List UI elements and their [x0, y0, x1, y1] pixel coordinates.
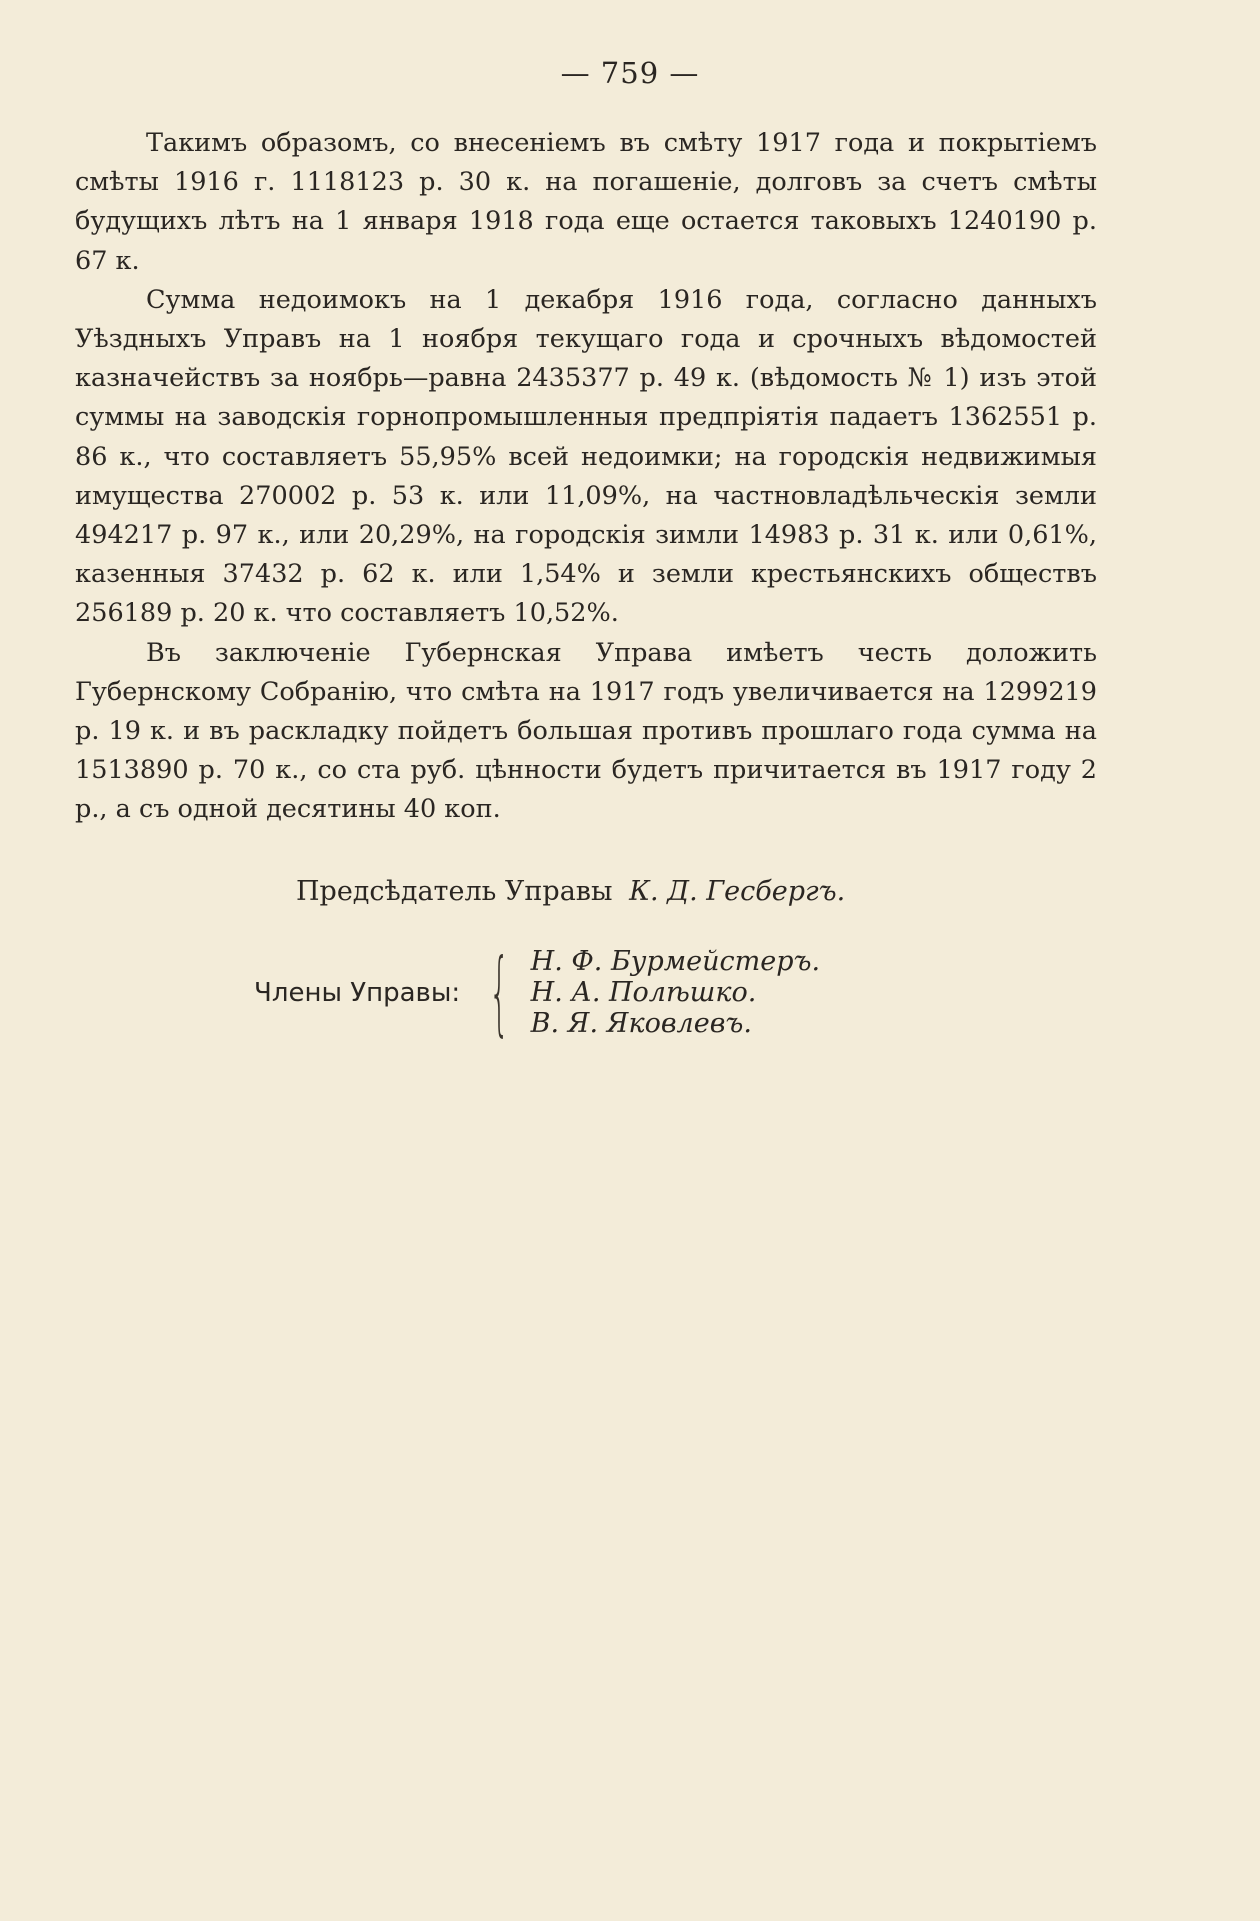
- member-list: [531, 946, 820, 1039]
- page-number: — 759 —: [560, 56, 700, 90]
- members-label: Члены Управы:: [254, 977, 461, 1008]
- chairman-title: Предсѣдатель Управы: [296, 876, 613, 907]
- body-text: [75, 124, 1097, 830]
- paragraph-2: Сумма недоимокъ на 1 декабря 1916 года, согласно данныхъ Уѣздныхъ Управъ на 1 ноября текущаго года и срочныхъ вѣдомостей казначействъ за ноябрь—равна 2435377 р. 49 к. (вѣдомость № 1) изъ этой суммы на заводскія горнопромышленныя предпріятія падаетъ 1362551 р. 86 к., что составляетъ 55,95% всей недоимки; на городскія недвижимыя имущества 270002 р. 53 к. или 11,09%, на частновладѣльческія земли 494217 р. 97 к., или 20,29%, на городскія зимли 14983 р. 31 к. или 0,61%, казенныя 37432 р. 62 к. или 1,54% и земли крестьянскихъ обществъ 256189 р. 20 к. что составляетъ 10,52%.: [75, 284, 1097, 629]
- chairman-signature: [296, 876, 845, 907]
- board-members: [254, 938, 821, 1046]
- member-name: Н. А. Полѣшко.: [530, 977, 757, 1008]
- member-name: Н. Ф. Бурмейстеръ.: [530, 946, 821, 977]
- paragraph-3: Въ заключеніе Губернская Управа имѣетъ честь доложить Губернскому Собранію, что смѣта на 1917 годъ увеличивается на 1299219 р. 19 к. и въ раскладку пойдетъ большая противъ прошлаго года сумма на 1513890 р. 70 к., со ста руб. цѣнности будетъ причитается въ 1917 году 2 р., а съ одной десятины 40 коп.: [75, 637, 1097, 825]
- member-name: В. Я. Яковлевъ.: [530, 1008, 753, 1039]
- paragraph-1: Такимъ образомъ, со внесеніемъ въ смѣту 1917 года и покрытіемъ смѣты 1916 г. 1118123 р. 30 к. на погашеніе, долговъ за счетъ смѣты будущихъ лѣтъ на 1 января 1918 года еще остается таковыхъ 1240190 р. 67 к.: [75, 128, 1097, 276]
- curly-brace-icon: {: [489, 938, 510, 1046]
- chairman-name: К. Д. Гесбергъ.: [629, 876, 846, 907]
